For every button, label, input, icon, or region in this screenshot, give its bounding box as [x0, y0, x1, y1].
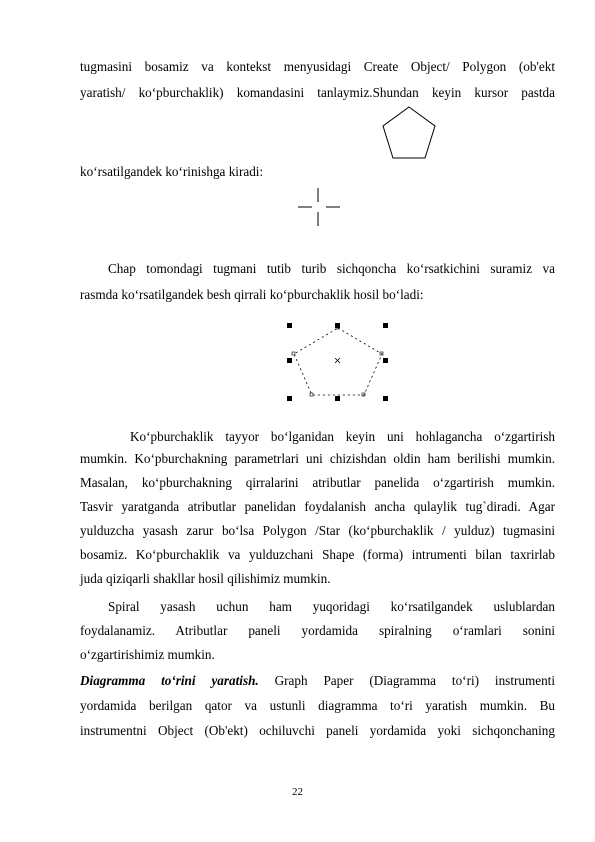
paragraph5-line1: [80, 672, 555, 690]
paragraph5-line3: instrumentni Object (Ob'ekt) ochiluvchi paneli yordamida yoki sichqonchaning: [80, 723, 555, 738]
paragraph4-line3: o‘zgartirishimiz mumkin.: [80, 647, 215, 662]
paragraph1-line1: tugmasini bosamiz va kontekst menyusidagi Create Object/ Polygon (ob'ekt: [80, 59, 555, 74]
paragraph2-line2: rasmda ko‘rsatilgandek besh qirrali ko‘pburchaklik hosil bo‘ladi:: [80, 287, 424, 302]
paragraph5-line2: yordamida berilgan qator va ustunli diagramma to‘ri yaratish mumkin. Bu: [80, 698, 555, 713]
pentagon-icon: [380, 104, 438, 162]
paragraph3-line1: Ko‘pburchaklik tayyor bo‘lganidan keyin uni hohlagancha o‘zgartirish: [130, 429, 555, 444]
paragraph4-line1: Spiral yasash uchun ham yuqoridagi ko‘rsatilgandek uslublardan: [108, 599, 555, 614]
paragraph3-line4: Tasvir yaratganda atributlar panelidan foydalanish ancha qulaylik tug`diradi. Agar: [80, 499, 555, 514]
paragraph2-line1: Chap tomondagi tugmani tutib turib sichqoncha ko‘rsatkichini suramiz va: [108, 261, 555, 276]
selected-pentagon-figure: [282, 318, 394, 408]
paragraph4-line2: foydalanamiz. Atributlar paneli yordamida spiralning o‘ramlari sonini: [80, 623, 555, 638]
section-heading: Diagramma to‘rini yaratish.: [80, 673, 259, 688]
paragraph3-line3: Masalan, ko‘pburchakning qirralarini atributlar panelida o‘zgartirish mumkin.: [80, 475, 555, 490]
paragraph3-line2: mumkin. Ko‘pburchakning parametrlari uni chizishdan oldin ham berilishi mumkin.: [80, 451, 555, 466]
paragraph3-line7: juda qiziqarli shakllar hosil qilishimiz mumkin.: [80, 571, 331, 586]
paragraph5-line1-rest: Graph Paper (Diagramma to‘ri) instrumenti: [258, 673, 555, 688]
paragraph1-line2: yaratish/ ko‘pburchaklik) komandasini tanlaymiz.Shundan keyin kursor pastda: [80, 85, 555, 100]
crosshair-cursor-icon: [296, 188, 344, 228]
paragraph1-line3: ko‘rsatilgandek ko‘rinishga kiradi:: [80, 164, 264, 179]
paragraph3-line6: bosamiz. Ko‘pburchaklik va yulduzchani Shape (forma) intrumenti bilan taxrirlab: [80, 547, 555, 562]
page-number: 22: [292, 786, 303, 798]
paragraph3-line5: yulduzcha yasash zarur bo‘lsa Polygon /Star (ko‘pburchaklik / yulduz) tugmasini: [80, 523, 555, 538]
